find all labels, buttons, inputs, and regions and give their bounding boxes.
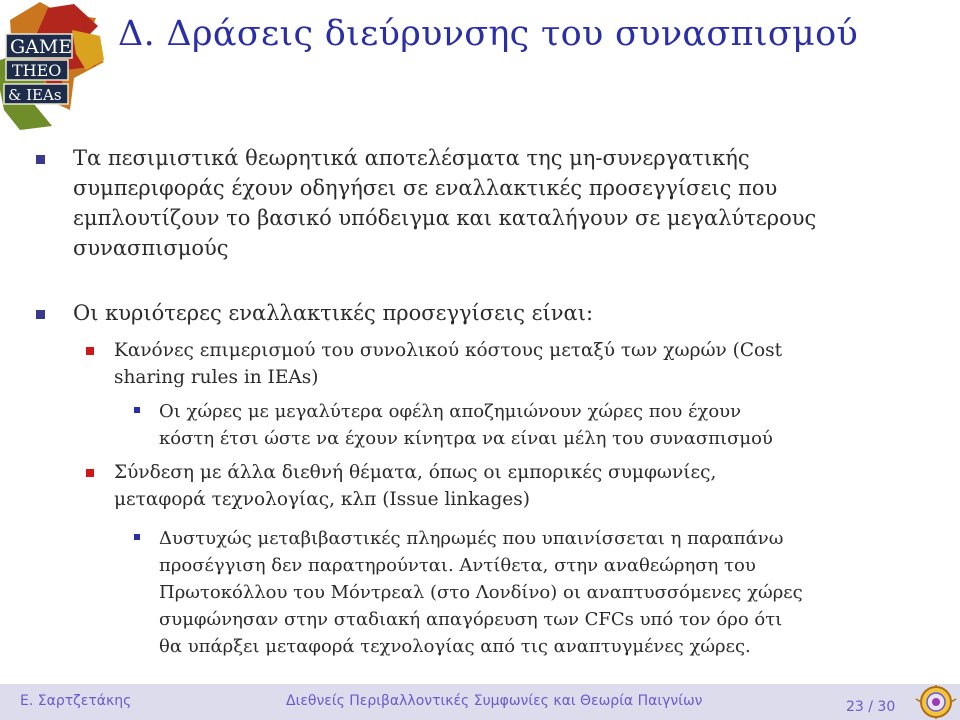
slide-title: Δ. Δράσεις διεύρυνσης του συνασπισμού [118,14,859,54]
logo-game-text: GAME [10,36,73,58]
bullet-text-level-2 [114,337,934,391]
bullet-line: κόστη έτσι ώστε να έχουν κίνητρα να είναι μέλη του συνασπισμού [159,428,773,449]
bullet-line: συμφώνησαν στην σταδιακή απαγόρευση των CFCs υπό τον όρο ότι [159,609,783,630]
bullet-text-level-3 [159,398,934,452]
bullet-text-level-2 [114,459,934,513]
bullet-line: Κανόνες επιμερισμού του συνολικού κόστους μεταξύ των χωρών (Cost [114,340,783,361]
bullet-marker-level-2 [86,469,94,477]
bullet-line: εμπλουτίζουν το βασικό υπόδειγμα και καταλήγουν σε μεγαλύτερους [73,206,817,230]
footer-course-title: Διεθνείς Περιβαλλοντικές Συμφωνίες και Θεωρία Παιγνίων [286,693,703,709]
bullet-marker-level-1 [36,310,45,319]
footer-bar [0,684,960,720]
bullet-line: Σύνδεση με άλλα διεθνή θέματα, όπως οι εμπορικές συμφωνίες, [114,462,717,483]
bullet-marker-level-2 [86,347,94,355]
page-number: 23 / 30 [846,699,896,715]
bullet-marker-level-3 [134,407,140,413]
bullet-text-level-1 [73,143,948,263]
bullet-line: προσέγγιση δεν παρατηρούνται. Αντίθετα, στην αναθεώρηση του [159,555,756,576]
logo-ieas-text: & IEAs [8,86,62,104]
bullet-line: Δυστυχώς μεταβιβαστικές πληρωμές που υπαινίσσεται η παραπάνω [159,528,784,549]
bullet-line: sharing rules in IEAs) [114,367,319,388]
bullet-line: συνασπισμούς [73,236,229,260]
bullet-line: συμπεριφοράς έχουν οδηγήσει σε εναλλακτικές προσεγγίσεις που [73,176,778,200]
footer-author: Ε. Σαρτζετάκης [20,693,132,709]
bullet-line: Οι κυριότερες εναλλακτικές προσεγγίσεις είναι: [73,301,594,325]
bullet-line: Τα πεσιμιστικά θεωρητικά αποτελέσματα της μη-συνεργατικής [73,146,750,170]
bullet-line: μεταφορά τεχνολογίας, κλπ (Issue linkages) [114,489,530,510]
bullet-text-level-3 [159,525,934,660]
university-seal-icon [914,685,958,719]
bullet-line: Πρωτοκόλλου του Μόντρεαλ (στο Λονδίνο) οι αναπτυσσόμενες χώρες [159,582,803,603]
logo-theory-text: THEO [12,61,62,80]
bullet-marker-level-3 [134,534,140,540]
bullet-marker-level-1 [36,155,45,164]
bullet-text-level-1 [73,298,948,328]
bullet-line: Οι χώρες με μεγαλύτερα οφέλη αποζημιώνουν χώρες που έχουν [159,401,742,422]
bullet-line: θα υπάρξει μεταφορά τεχνολογίας από τις αναπτυγμένες χώρες. [159,636,751,657]
